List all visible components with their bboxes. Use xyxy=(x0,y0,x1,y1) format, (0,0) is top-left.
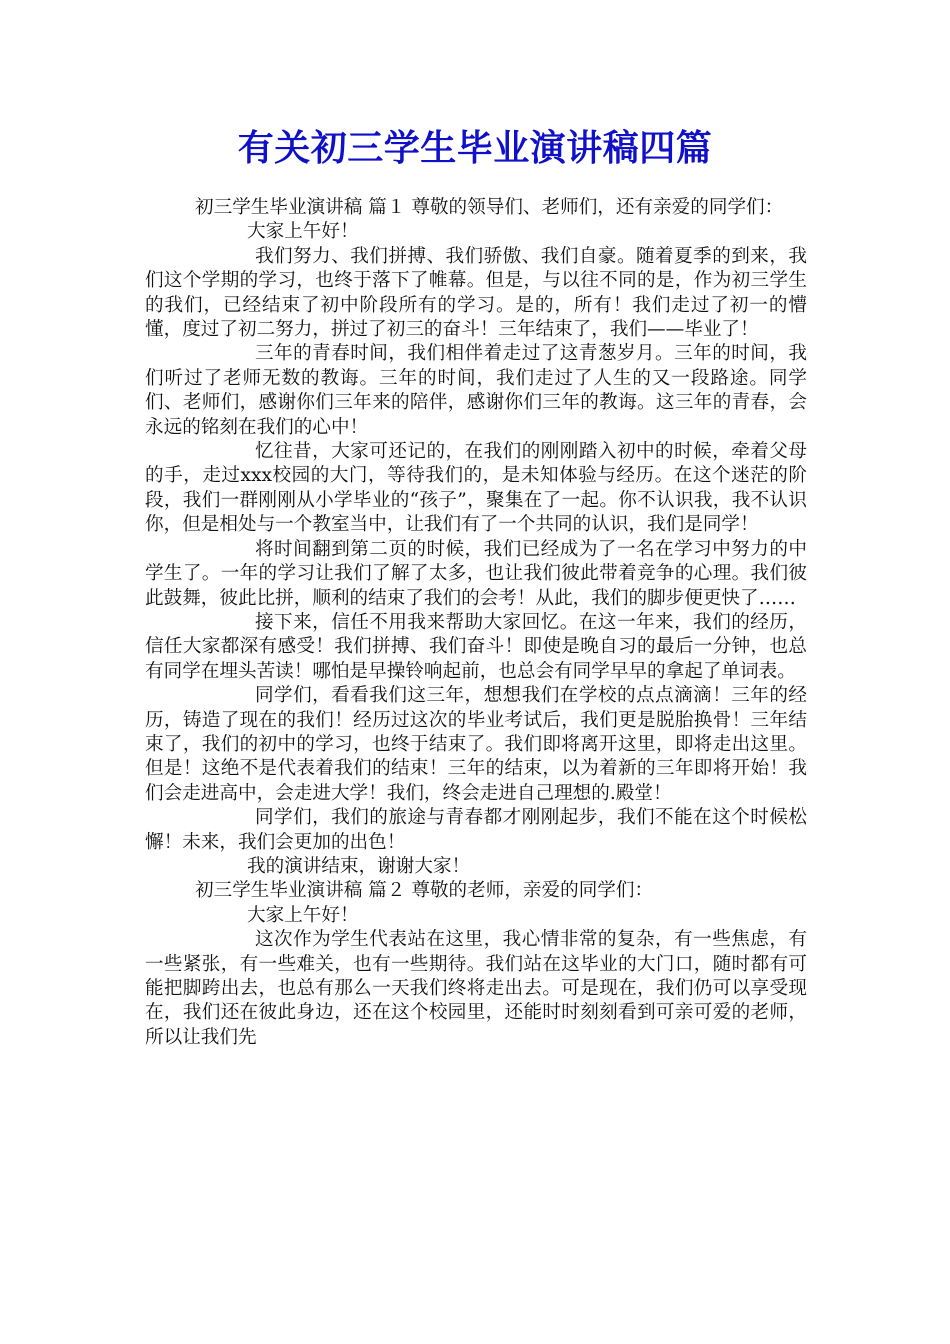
paragraph-speech1-heading: 初三学生毕业演讲稿 篇１ 尊敬的领导们、老师们，还有亲爱的同学们： xyxy=(195,197,784,218)
paragraph-body: 这次作为学生代表站在这里，我心情非常的复杂，有一些焦虑，有一些紧张，有一些难关，也有一些期待。我们站在这毕业的大门口，随时都有可能把脚跨出去，也总有那么一天我们终将走出去。可是现在，我们仍可以享受现在，我们还在彼此身边，还在这个校园里，还能时时刻刻看到可亲可爱的老师，所以让我们先 xyxy=(145,929,807,1048)
paragraph-body: 同学们，看看我们这三年，想想我们在学校的点点滴滴！三年的经历，铸造了现在的我们！经历过这次的毕业考试后，我们更是脱胎换骨！三年结束了，我们的初中的学习，也终于结束了。我们即将离开这里，即将走出这里。但是！这绝不是代表着我们的结束！三年的结束，以为着新的三年即将开始！我们会走进高中，会走进大学！我们，终会走进自己理想的.殿堂！ xyxy=(145,685,807,804)
paragraph-speech2-heading: 初三学生毕业演讲稿 篇２ 尊敬的老师，亲爱的同学们： xyxy=(195,880,654,902)
paragraph-closing: 我的演讲结束，谢谢大家！ xyxy=(247,855,471,877)
paragraph-body: 接下来，信任不用我来帮助大家回忆。在这一年来，我们的经历，信任大家都深有感受！我们拼搏、我们奋斗！即使是晚自习的最后一分钟，也总有同学在埋头苦读！哪怕是早操铃响起前，也总会有同学早早的拿起了单词表。 xyxy=(145,611,807,682)
paragraph-body: 将时间翻到第二页的时候，我们已经成为了一名在学习中努力的中学生了。一年的学习让我们了解了太多，也让我们彼此带着竞争的心理。我们彼此鼓舞，彼此比拼，顺利的结束了我们的会考！从此，我们的脚步便更快了…… xyxy=(145,538,807,609)
paragraph-body: 忆往昔，大家可还记的，在我们的刚刚踏入初中的时候，牵着父母的手，走过xxx校园的大门，等待我们的，是未知体验与经历。在这个迷茫的阶段，我们一群刚刚从小学毕业的“孩子”，聚集在了一起。你不认识我，我不认识你，但是相处与一个教室当中，让我们有了一个共同的认识，我们是同学！ xyxy=(145,441,807,536)
document-title: 有关初三学生毕业演讲稿四篇 xyxy=(237,128,713,169)
paragraph-body: 三年的青春时间，我们相伴着走过了这青葱岁月。三年的时间，我们听过了老师无数的教诲。三年的时间，我们走过了人生的又一段路途。同学们、老师们，感谢你们三年来的陪伴，感谢你们三年的教诲。这三年的青春，会永远的铭刻在我们的心中！ xyxy=(145,343,807,438)
paragraph-greeting: 大家上午好！ xyxy=(247,221,359,243)
document-body xyxy=(145,196,807,1050)
paragraph-greeting: 大家上午好！ xyxy=(247,904,359,926)
paragraph-body: 同学们，我们的旅途与青春都才刚刚起步，我们不能在这个时候松懈！未来，我们会更加的出色！ xyxy=(145,807,807,853)
paragraph-body: 我们努力、我们拼搏、我们骄傲、我们自豪。随着夏季的到来，我们这个学期的学习，也终于落下了帷幕。但是，与以往不同的是，作为初三学生的我们，已经结束了初中阶段所有的学习。是的，所有！我们走过了初一的懵懂，度过了初二努力，拼过了初三的奋斗！三年结束了，我们——毕业了！ xyxy=(145,245,807,341)
